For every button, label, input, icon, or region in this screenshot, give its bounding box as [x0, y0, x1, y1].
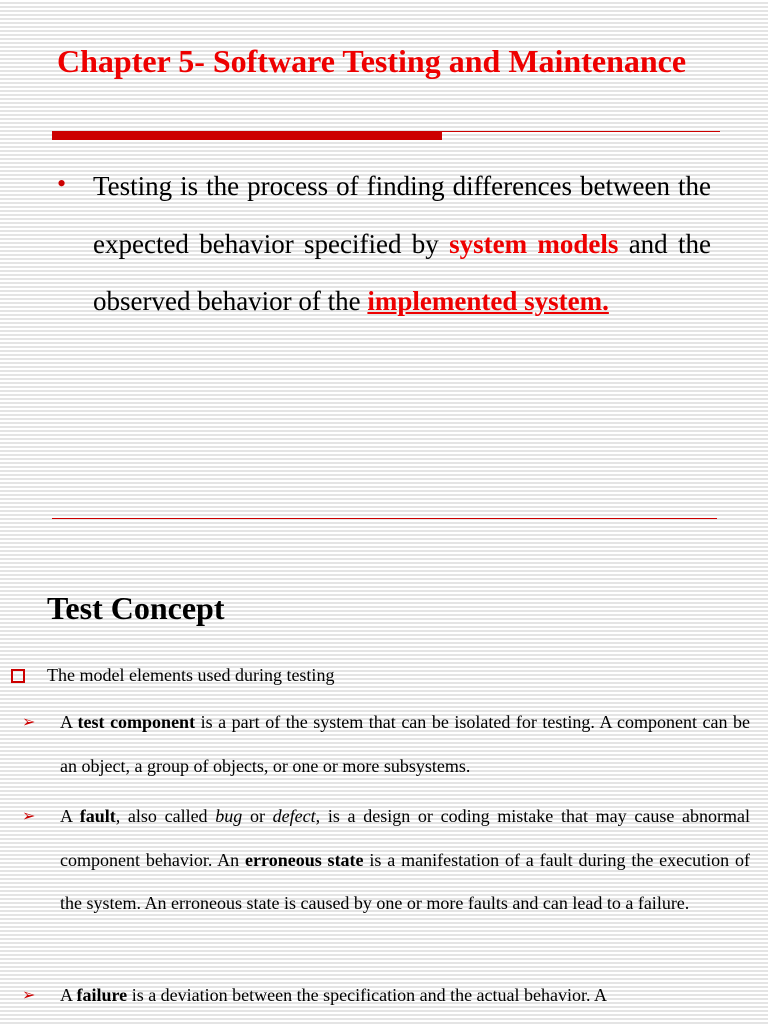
slide-divider [52, 518, 717, 519]
term-failure: failure [76, 985, 128, 1005]
definition-text-2: and the observed behavior of the [93, 228, 711, 316]
term-system-models: system models [449, 228, 619, 259]
square-bullet-icon [11, 669, 25, 683]
term-defect: defect [272, 806, 316, 826]
section-intro: The model elements used during testing [47, 665, 335, 685]
term-implemented-system: implemented system. [367, 286, 609, 316]
term-erroneous-state: erroneous state [245, 849, 364, 870]
term-bug: bug [215, 806, 243, 826]
list-item-test-component: A test component is a part of the system that can be isolated for testing. A component can be an object, a group of objects, or one or more subsystems. [60, 712, 751, 776]
arrow-bullet-icon: ➢ [22, 714, 36, 731]
definition-text-1: Testing is the process of finding differences between the expected behavior specified by [93, 171, 711, 259]
slide-title: Chapter 5- Software Testing and Maintenance [57, 43, 687, 79]
title-underline-line [442, 131, 720, 132]
term-test-component: test component [77, 712, 196, 732]
section-heading: Test Concept [47, 590, 225, 626]
arrow-bullet-icon: ➢ [22, 808, 36, 825]
bullet-dot-icon: • [57, 169, 67, 198]
term-fault: fault [79, 806, 116, 826]
title-underline-bar [52, 131, 442, 140]
arrow-bullet-icon: ➢ [22, 987, 36, 1004]
testing-definition [93, 158, 711, 331]
list-item-failure: A failure is a deviation between the specification and the actual behavior. A [60, 985, 608, 1005]
list-item-fault: A fault, also called bug or defect, is a design or coding mistake that may cause abnormal component behavior. An erroneous state is a manifestation of a fault during the execution of the system. An erroneous state is caused by one or more faults and can lead to a failure. [60, 806, 751, 913]
